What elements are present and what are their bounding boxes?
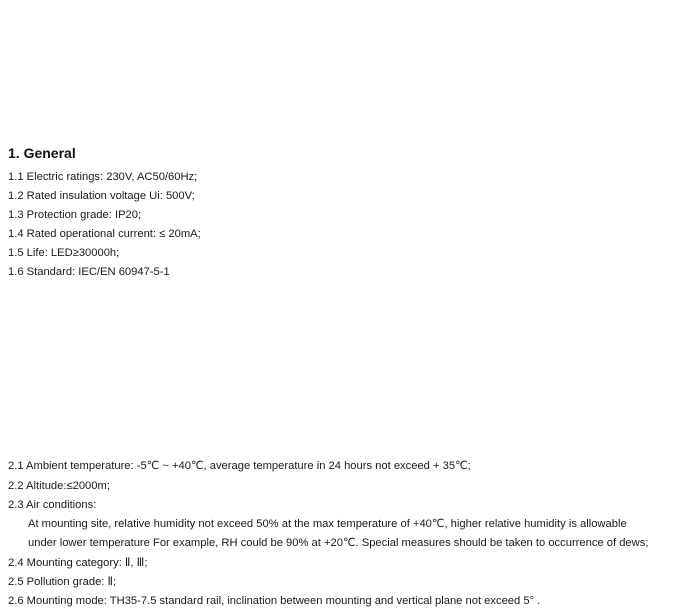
spec-air-conditions-detail-1: At mounting site, relative humidity not exceed 50% at the max temperature of +40℃, higher relative humidity is allowable (28, 518, 627, 530)
spec-insulation-voltage: 1.2 Rated insulation voltage Ui: 500V; (8, 190, 195, 202)
spec-standard: 1.6 Standard: IEC/EN 60947-5-1 (8, 266, 170, 278)
spec-operational-current: 1.4 Rated operational current: ≤ 20mA; (8, 228, 201, 240)
spec-air-conditions-detail-2: under lower temperature For example, RH could be 90% at +20℃. Special measures should be taken to occurrence of dews; (28, 537, 649, 549)
spec-ambient-temperature: 2.1 Ambient temperature: -5℃ ~ +40℃, average temperature in 24 hours not exceed + 35℃; (8, 460, 471, 472)
spec-air-conditions: 2.3 Air conditions: (8, 499, 97, 511)
spec-mounting-mode: 2.6 Mounting mode: TH35-7.5 standard rail, inclination between mounting and vertical plane not exceed 5° . (8, 595, 541, 607)
spec-mounting-category: 2.4 Mounting category: Ⅱ, Ⅲ; (8, 557, 148, 569)
spec-altitude: 2.2 Altitude:≤2000m; (8, 480, 110, 492)
spec-life: 1.5 Life: LED≥30000h; (8, 247, 120, 259)
section-general-heading: 1. General (8, 145, 76, 161)
spec-protection-grade: 1.3 Protection grade: IP20; (8, 209, 142, 221)
spec-pollution-grade: 2.5 Pollution grade: Ⅱ; (8, 576, 117, 588)
spec-electric-ratings: 1.1 Electric ratings: 230V, AC50/60Hz; (8, 171, 198, 183)
